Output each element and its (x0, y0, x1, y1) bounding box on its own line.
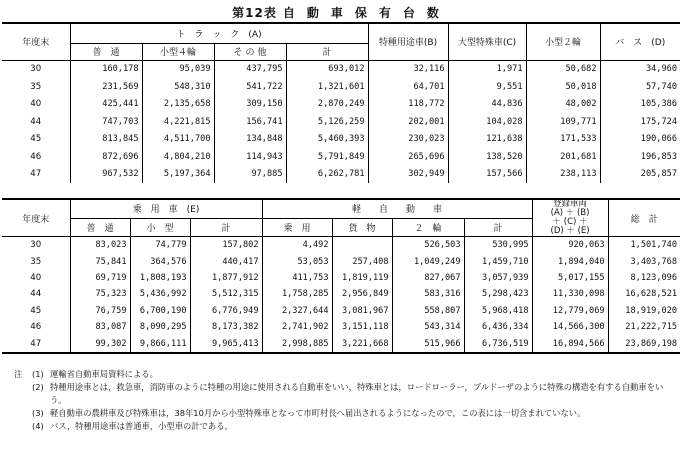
data-cell: 515,966 (392, 335, 464, 352)
year-cell: 46 (2, 319, 70, 335)
car-sub-header: 計 (190, 218, 262, 236)
truck-table (2, 22, 680, 183)
data-cell: 230,023 (368, 131, 448, 149)
data-cell: 3,221,668 (332, 335, 392, 352)
footnote-number: (4) (32, 421, 44, 431)
footnote-item (14, 368, 676, 381)
data-cell: 76,759 (95, 305, 127, 316)
data-cell: 34,960 (600, 60, 680, 78)
table-row (2, 78, 680, 96)
kei-sub-header: 乗 用 (262, 218, 332, 236)
truck-sub-header: 普 通 (70, 43, 142, 60)
data-cell: 202,001 (368, 113, 448, 131)
table-main-title: 自動車保有台数 (282, 6, 451, 20)
data-cell: 50,018 (526, 78, 600, 96)
data-cell: 205,857 (600, 166, 680, 184)
data-cell: 14,566,300 (532, 319, 608, 335)
data-cell: 5,197,364 (142, 166, 214, 184)
data-cell: 5,436,992 (130, 286, 190, 302)
data-cell: 827,067 (392, 270, 464, 286)
data-cell: 747,703 (102, 116, 139, 127)
year-cell: 47 (2, 166, 70, 184)
data-cell: 548,310 (142, 78, 214, 96)
data-cell: 21,222,715 (608, 319, 680, 335)
data-cell: 3,081,967 (332, 303, 392, 319)
year-cell: 40 (2, 96, 70, 114)
table-row (2, 148, 680, 166)
data-cell: 95,039 (142, 60, 214, 78)
data-cell: 1,049,249 (392, 253, 464, 269)
data-cell: 156,741 (214, 113, 286, 131)
table-row (2, 113, 680, 131)
data-cell: 1,819,119 (332, 270, 392, 286)
data-cell: 530,995 (464, 237, 532, 254)
data-cell: 8,123,096 (608, 270, 680, 286)
year-cell: 30 (2, 60, 70, 78)
year-cell: 46 (2, 148, 70, 166)
data-cell: 3,151,118 (332, 319, 392, 335)
table-row (2, 319, 680, 335)
table-row (2, 286, 680, 302)
data-cell: 8,090,295 (130, 319, 190, 335)
data-cell: 920,063 (532, 237, 608, 254)
table-row (2, 270, 680, 286)
data-cell: 4,492 (262, 237, 332, 254)
data-cell: 11,330,098 (532, 286, 608, 302)
data-cell: 257,408 (332, 253, 392, 269)
data-cell: 74,779 (130, 237, 190, 254)
data-cell: 196,853 (600, 148, 680, 166)
footnote-text: 特種用途車とは，救急車，消防車のように特種の用途に使用される自動車をいい，特殊車とは，ロードローラー，ブルドーザのように特殊の構造を有する自動車をいう。 (50, 382, 664, 405)
table-row (2, 237, 680, 254)
data-cell: 1,877,912 (190, 270, 262, 286)
data-cell: 6,262,781 (286, 166, 368, 184)
data-cell: 526,503 (392, 237, 464, 254)
data-cell: 12,779,069 (532, 303, 608, 319)
footnote-text: 軽自動車の農耕車及び特殊車は，38年10月から小型特殊車となって市町村長へ届出されるようになったので，この表には一切含まれていない。 (50, 408, 586, 418)
data-cell: 114,943 (214, 148, 286, 166)
year-cell: 47 (2, 335, 70, 352)
registered-header-line: ＋ (C) ＋ (552, 217, 588, 227)
data-cell: 1,501,740 (608, 237, 680, 254)
data-cell: 4,804,210 (142, 148, 214, 166)
year-cell: 44 (2, 113, 70, 131)
data-cell: 8,173,382 (190, 319, 262, 335)
registered-header (532, 199, 608, 237)
data-cell: 157,802 (190, 237, 262, 254)
data-cell: 2,741,902 (262, 319, 332, 335)
data-cell: 75,841 (95, 256, 127, 267)
table-row (2, 335, 680, 352)
year-cell: 44 (2, 286, 70, 302)
truck-group-header: ト ラ ッ ク (A) (70, 23, 368, 43)
data-cell: 6,700,190 (130, 303, 190, 319)
footnote-mark (14, 407, 32, 420)
table-row (2, 303, 680, 319)
data-cell: 1,808,193 (130, 270, 190, 286)
data-cell: 134,848 (214, 131, 286, 149)
large-special-header: 大型特殊車(C) (448, 23, 526, 60)
data-cell: 2,998,885 (262, 335, 332, 352)
footnote-number: (3) (32, 408, 44, 418)
data-cell: 5,017,155 (532, 270, 608, 286)
year-cell: 45 (2, 303, 70, 319)
kei-sub-header: 貨 物 (332, 218, 392, 236)
data-cell: 83,087 (95, 322, 127, 333)
data-cell: 364,576 (130, 253, 190, 269)
data-cell: 3,057,939 (464, 270, 532, 286)
data-cell: 6,776,949 (190, 303, 262, 319)
data-cell: 53,053 (262, 253, 332, 269)
data-cell: 171,533 (526, 131, 600, 149)
data-cell: 1,459,710 (464, 253, 532, 269)
data-cell: 2,327,644 (262, 303, 332, 319)
data-cell: 5,512,315 (190, 286, 262, 302)
data-cell: 23,869,198 (608, 335, 680, 352)
data-cell: 105,386 (600, 96, 680, 114)
data-cell: 160,178 (70, 60, 142, 78)
data-cell: 238,113 (526, 166, 600, 184)
data-cell: 3,403,768 (608, 253, 680, 269)
footnotes (14, 368, 676, 433)
data-cell: 190,066 (600, 131, 680, 149)
data-cell: 75,323 (95, 289, 127, 300)
year-header: 年度末 (2, 199, 70, 237)
data-cell: 425,441 (102, 99, 139, 110)
data-cell: 18,919,020 (608, 303, 680, 319)
truck-sub-header: そ の 他 (214, 43, 286, 60)
data-cell: 813,845 (102, 134, 139, 145)
data-cell: 2,135,658 (142, 96, 214, 114)
year-cell: 30 (2, 237, 70, 254)
data-cell: 5,126,259 (286, 113, 368, 131)
footnote-mark: 注 (14, 369, 23, 379)
data-cell: 543,314 (392, 319, 464, 335)
data-cell: 4,221,815 (142, 113, 214, 131)
kei-sub-header: 計 (464, 218, 532, 236)
year-cell: 40 (2, 270, 70, 286)
table-number: 第12表 (232, 6, 277, 20)
registered-header-line: (A) ＋ (B) (550, 208, 590, 218)
footnote-number: (1) (32, 369, 44, 379)
data-cell: 583,316 (392, 286, 464, 302)
table-row (2, 96, 680, 114)
data-cell: 693,012 (286, 60, 368, 78)
car-group-header: 乗 用 車 (E) (70, 199, 262, 218)
bus-header: バ ス (D) (600, 23, 680, 60)
kei-sub-header: ２ 輪 (392, 218, 464, 236)
data-cell: 440,417 (190, 253, 262, 269)
data-cell: 411,753 (262, 270, 332, 286)
data-cell: 265,696 (368, 148, 448, 166)
data-cell: 2,956,849 (332, 286, 392, 302)
data-cell: 99,302 (95, 338, 127, 349)
table-row (2, 60, 680, 78)
year-cell: 35 (2, 253, 70, 269)
data-cell: 16,894,566 (532, 335, 608, 352)
data-cell: 104,028 (448, 113, 526, 131)
car-sub-header: 小 型 (130, 218, 190, 236)
data-cell: 57,740 (600, 78, 680, 96)
data-cell: 138,520 (448, 148, 526, 166)
footnote-number: (2) (32, 382, 44, 392)
data-cell: 5,791,849 (286, 148, 368, 166)
year-cell: 35 (2, 78, 70, 96)
data-cell: 4,511,700 (142, 131, 214, 149)
year-cell: 45 (2, 131, 70, 149)
footnote-text: 運輸省自動車局資料による。 (50, 369, 158, 379)
footnote-item (14, 381, 676, 407)
data-cell: 5,298,423 (464, 286, 532, 302)
data-cell: 157,566 (448, 166, 526, 184)
data-cell: 541,722 (214, 78, 286, 96)
car-sub-header: 普 通 (70, 218, 130, 236)
footnote-item (14, 420, 676, 433)
table-row (2, 131, 680, 149)
data-cell: 48,002 (526, 96, 600, 114)
data-cell: 118,772 (368, 96, 448, 114)
passenger-table (2, 198, 680, 354)
table-row (2, 166, 680, 184)
data-cell: 9,551 (448, 78, 526, 96)
footnote-text: バス，特種用途車は普通車，小型車の計である。 (50, 421, 233, 431)
data-cell: 967,532 (102, 169, 139, 180)
total-header: 総 計 (608, 199, 680, 237)
data-cell: 201,681 (526, 148, 600, 166)
data-cell: 1,894,040 (532, 253, 608, 269)
data-cell: 5,460,393 (286, 131, 368, 149)
data-cell (332, 237, 392, 254)
data-cell: 6,436,334 (464, 319, 532, 335)
data-cell: 309,150 (214, 96, 286, 114)
data-cell: 1,971 (448, 60, 526, 78)
kei-group-header: 軽 自 動 車 (262, 199, 532, 218)
data-cell: 1,321,601 (286, 78, 368, 96)
data-cell: 872,696 (102, 151, 139, 162)
table-title (0, 4, 683, 21)
footnote-mark (14, 420, 32, 433)
data-cell: 231,569 (102, 81, 139, 92)
data-cell: 44,836 (448, 96, 526, 114)
data-cell: 9,965,413 (190, 335, 262, 352)
data-cell: 175,724 (600, 113, 680, 131)
data-cell: 121,638 (448, 131, 526, 149)
data-cell: 83,023 (70, 237, 130, 254)
registered-header-line: (D) ＋ (E) (550, 226, 590, 236)
data-cell: 5,968,418 (464, 303, 532, 319)
data-cell: 2,870,249 (286, 96, 368, 114)
data-cell: 6,736,519 (464, 335, 532, 352)
data-cell: 64,701 (368, 78, 448, 96)
data-cell: 437,795 (214, 60, 286, 78)
small-two-wheel-header: 小型２輪 (526, 23, 600, 60)
special-purpose-header: 特種用途車(B) (368, 23, 448, 60)
truck-sub-header: 計 (286, 43, 368, 60)
data-cell: 9,866,111 (130, 335, 190, 352)
data-cell: 69,719 (95, 272, 127, 283)
footnote-item (14, 407, 676, 420)
data-cell: 50,682 (526, 60, 600, 78)
data-cell: 1,758,285 (262, 286, 332, 302)
data-cell: 16,628,521 (608, 286, 680, 302)
data-cell: 302,949 (368, 166, 448, 184)
data-cell: 32,116 (368, 60, 448, 78)
data-cell: 97,885 (214, 166, 286, 184)
data-cell: 558,807 (392, 303, 464, 319)
truck-sub-header: 小型４輪 (142, 43, 214, 60)
footnote-mark (14, 381, 32, 407)
registered-header-line: 登録車両 (553, 199, 588, 209)
table-row (2, 253, 680, 269)
data-cell: 109,771 (526, 113, 600, 131)
year-header: 年度末 (2, 23, 70, 60)
